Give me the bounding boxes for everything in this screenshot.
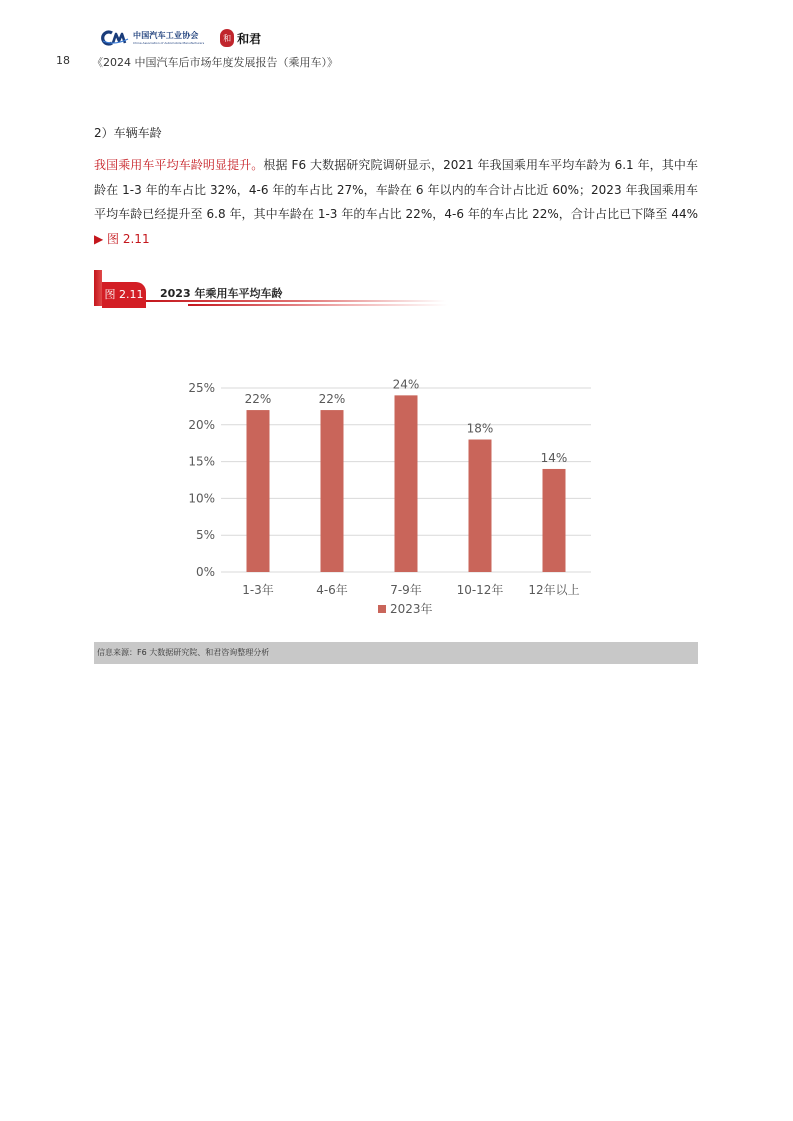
- caam-logo-icon: [100, 30, 130, 46]
- paragraph-body: 根据 F6 大数据研究院调研显示，2021 年我国乘用车平均车龄为 6.1 年，其中车龄在 1-3 年的车占比 32%，4-6 年的车占比 27%，车龄在 6 年以内的车合计占比近 60%；2023 年我国乘用车平均车龄已经提升至 6.8 年，其中车龄在 1-3 年的车占比 22%，4-6 年的车占比 22%，合计占比已下降至 44%: [94, 158, 698, 221]
- figure-title: 2023 年乘用车平均车龄: [160, 287, 283, 300]
- y-tick-label: 20%: [188, 417, 215, 432]
- figure-underline-secondary: [188, 304, 448, 306]
- source-bar: [94, 642, 698, 664]
- data-label: 22%: [244, 392, 272, 407]
- y-tick-label: 0%: [195, 565, 215, 579]
- y-tick-label: 25%: [188, 381, 215, 395]
- source-text: 信息来源：F6 大数据研究院、和君咨询整理分析: [97, 648, 270, 657]
- bar-chart: [94, 312, 698, 642]
- x-tick-label: 4-6年: [316, 583, 348, 597]
- paragraph-highlight: 我国乘用车平均车龄明显提升。: [94, 158, 264, 172]
- body-paragraph: [94, 153, 698, 251]
- caam-logo-cn: 中国汽车工业协会: [133, 30, 199, 40]
- legend-label: 2023年: [390, 602, 433, 616]
- y-tick-label: 15%: [188, 454, 215, 469]
- y-tick-label: 10%: [188, 491, 215, 506]
- page-number: 18: [56, 54, 70, 67]
- header-logos: [100, 26, 261, 50]
- bar: [247, 410, 270, 572]
- caam-logo: [100, 30, 204, 46]
- hejun-logo-text: 和君: [237, 31, 262, 46]
- data-label: 14%: [540, 450, 568, 465]
- figure-tab-accent: [94, 270, 102, 306]
- figure-header: [94, 270, 698, 310]
- bar: [543, 469, 566, 572]
- document-title: 《2024 中国汽车后市场年度发展报告（乘用车）》: [92, 56, 338, 69]
- data-label: 18%: [466, 421, 494, 436]
- bar: [469, 440, 492, 572]
- bar: [395, 395, 418, 572]
- x-tick-label: 10-12年: [456, 583, 504, 597]
- y-tick-label: 5%: [195, 528, 215, 543]
- caam-logo-en: China Association of Automobile Manufacturers: [133, 40, 205, 45]
- legend-swatch: [378, 605, 386, 613]
- figure-badge: 图 2.11: [102, 282, 146, 308]
- bar: [321, 410, 344, 572]
- figure-underline: [146, 300, 446, 302]
- data-label: 22%: [318, 392, 346, 407]
- x-tick-label: 7-9年: [390, 583, 422, 597]
- figure-reference-link[interactable]: ▶ 图 2.11: [94, 231, 150, 246]
- hejun-logo: [220, 29, 261, 47]
- hejun-seal-icon: 和: [220, 29, 234, 47]
- section-heading: 2）车辆车龄: [94, 126, 162, 140]
- x-tick-label: 1-3年: [242, 583, 274, 597]
- x-tick-label: 12年以上: [528, 583, 580, 597]
- data-label: 24%: [392, 377, 420, 392]
- chart-container: [94, 312, 698, 642]
